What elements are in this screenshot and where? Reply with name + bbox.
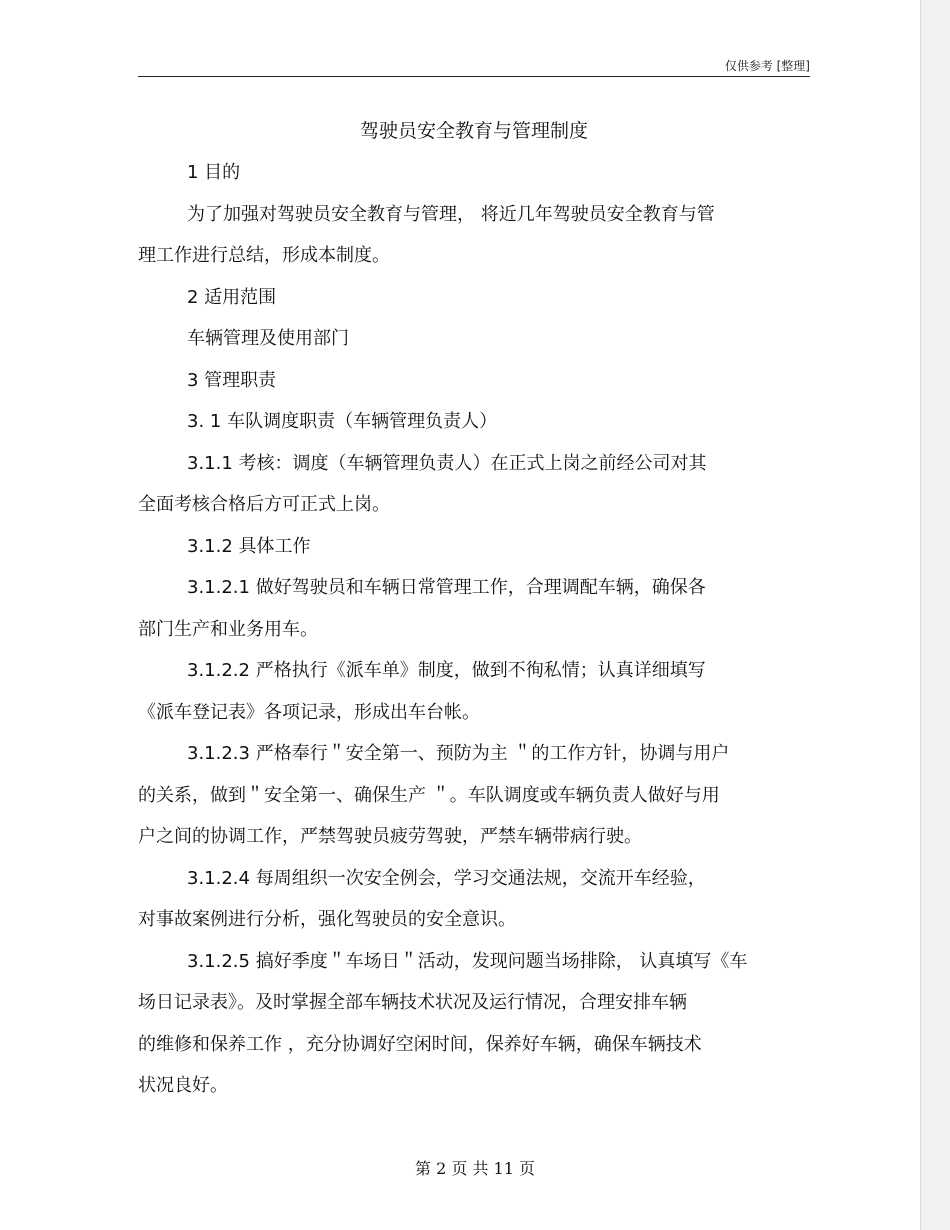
document-body — [138, 152, 813, 1107]
text-line: 3.1.2.3 严格奉行＂安全第一、预防为主 ＂的工作方针，协调与用户 — [187, 743, 730, 764]
text-line: 3.1.2.1 做好驾驶员和车辆日常管理工作，合理调配车辆，确保各 — [187, 577, 706, 598]
text-line: 3.1.1 考核：调度（车辆管理负责人）在正式上岗之前经公司对其 — [187, 452, 707, 474]
text-line: 的维修和保养工作 ，充分协调好空闲时间，保养好车辆，确保车辆技术 — [138, 1033, 702, 1055]
text-line: 车辆管理及使用部门 — [187, 328, 349, 349]
text-line: 的关系，做到＂安全第一、确保生产 ＂。车队调度或车辆负责人做好与用 — [138, 784, 720, 806]
text-line: 3.1.2.2 严格执行《派车单》制度，做到不徇私情；认真详细填写 — [187, 660, 706, 681]
text-line: 3.1.2.4 每周组织一次安全例会，学习交通法规，交流开车经验， — [187, 867, 706, 889]
document-title: 驾驶员安全教育与管理制度 — [359, 120, 588, 142]
text-line: 全面考核合格后方可正式上岗。 — [138, 494, 390, 515]
text-line: 3.1.2 具体工作 — [187, 535, 311, 557]
text-line: 3. 1 车队调度职责（车辆管理负责人） — [187, 411, 498, 432]
page-number: 第 2 页 共 11 页 — [415, 1159, 535, 1178]
text-line: 为了加强对驾驶员安全教育与管理， 将近几年驾驶员安全教育与管 — [187, 203, 715, 225]
text-line: 部门生产和业务用车。 — [138, 618, 318, 640]
header-note: 仅供参考 [整理] — [724, 59, 810, 73]
text-line: 3.1.2.5 搞好季度＂车场日＂活动，发现问题当场排除， 认真填写《车 — [187, 950, 748, 972]
text-line: 理工作进行总结，形成本制度。 — [138, 245, 390, 266]
header-divider — [138, 76, 810, 77]
text-line: 户之间的协调工作，严禁驾驶员疲劳驾驶，严禁车辆带病行驶。 — [138, 826, 642, 847]
text-line: 《派车登记表》各项记录，形成出车台帐。 — [138, 701, 480, 723]
text-line: 场日记录表》。及时掌握全部车辆技术状况及运行情况，合理安排车辆 — [138, 992, 687, 1013]
text-line: 状况良好。 — [138, 1075, 228, 1096]
text-line: 1 目的 — [187, 162, 241, 183]
text-line: 2 适用范围 — [187, 286, 277, 308]
text-line: 3 管理职责 — [187, 369, 277, 391]
text-line: 对事故案例进行分析，强化驾驶员的安全意识。 — [138, 909, 516, 930]
